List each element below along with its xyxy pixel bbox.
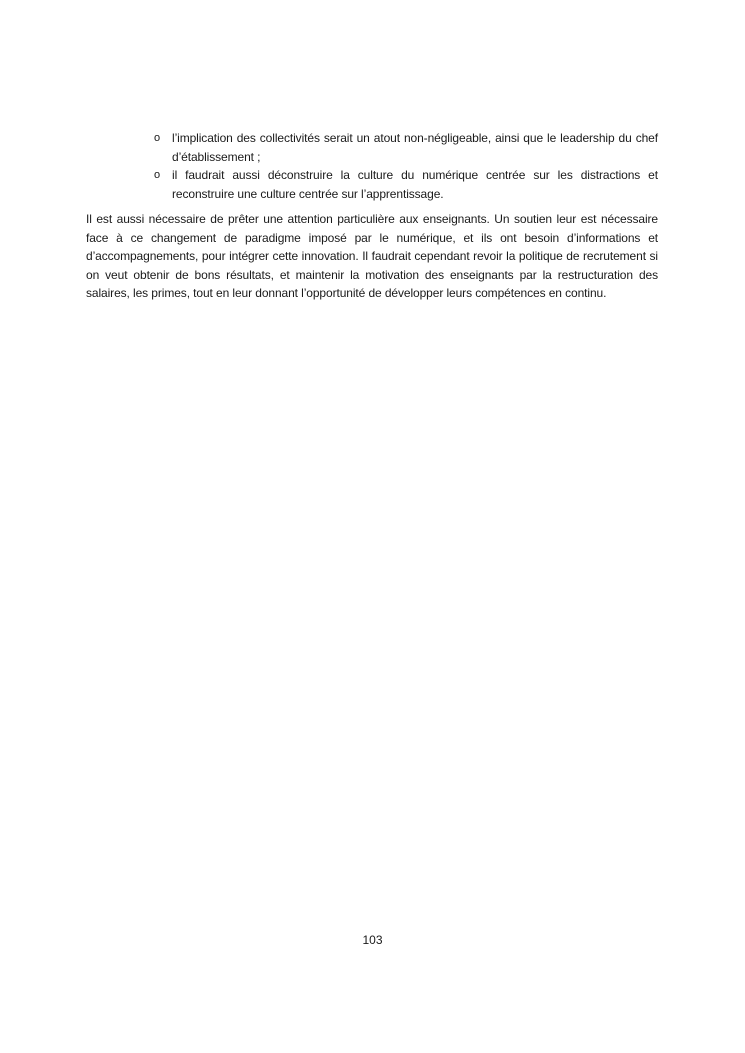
bullet-item bbox=[148, 129, 658, 166]
body-paragraph: Il est aussi nécessaire de prêter une attention particulière aux enseignants. Un soutien leur est nécessaire face à ce changement de paradigme imposé par le numérique, et ils ont besoin d’informations et d’accompagnements, pour intégrer cette innovation. Il faudrait cependant revoir la politique de recrutement si on veut obtenir de bons résultats, et maintenir la motivation des enseignants par la restructuration des salaires, les primes, tout en leur donnant l’opportunité de développer leurs compétences en continu. bbox=[86, 212, 658, 301]
bullet-marker: o bbox=[154, 132, 161, 144]
bullet-item bbox=[148, 166, 658, 203]
bullet-text: l’implication des collectivités serait un atout non-négligeable, ainsi que le leadership du chef d’établissement ; bbox=[172, 131, 658, 164]
page-number: 103 bbox=[362, 933, 383, 947]
bullet-marker: o bbox=[154, 169, 161, 181]
bullet-list bbox=[148, 129, 658, 203]
bullet-text: il faudrait aussi déconstruire la culture du numérique centrée sur les distractions et reconstruire une culture centrée sur l’apprentissage. bbox=[172, 168, 658, 201]
